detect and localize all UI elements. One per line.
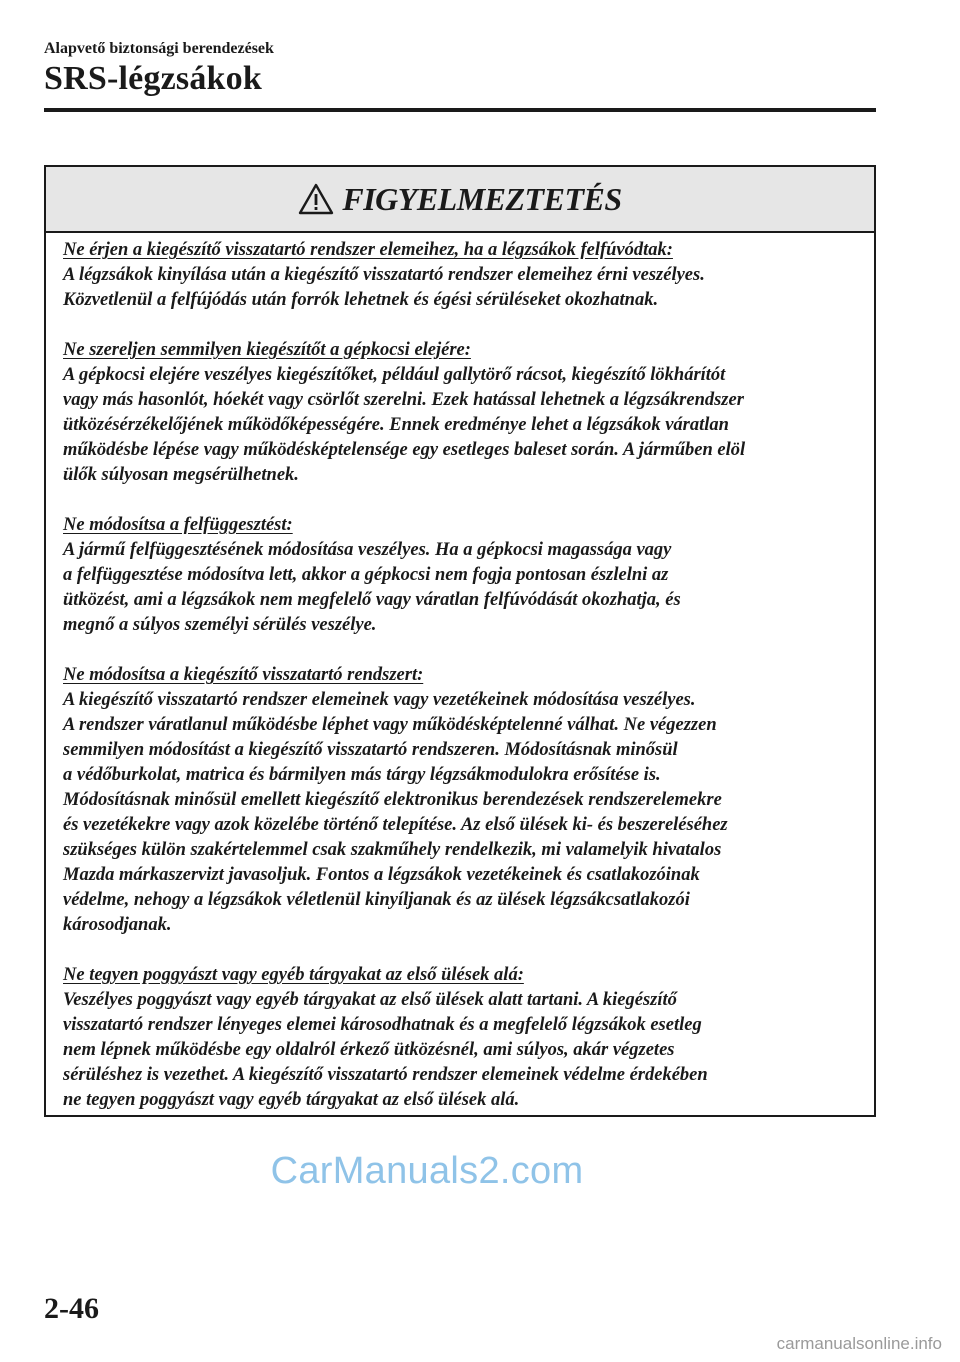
warning-block [63, 238, 856, 313]
warning-block-line: ütközésérzékelőjének működőképességére. Ennek eredménye lehet a légzsákok váratlan [63, 415, 729, 435]
warning-block [63, 663, 856, 938]
warning-block-line: ne tegyen poggyászt vagy egyéb tárgyakat az első ülések alá. [63, 1090, 520, 1110]
page-number: 2-46 [44, 1292, 99, 1325]
warning-block-line: a védőburkolat, matrica és bármilyen más tárgy légzsákmodulokra erősítése is. [63, 765, 661, 785]
warning-block-heading: Ne tegyen poggyászt vagy egyéb tárgyakat az első ülések alá: [63, 965, 524, 985]
warning-header [46, 167, 874, 233]
warning-block-line: A kiegészítő visszatartó rendszer elemeinek vagy vezetékeinek módosítása veszélyes. [63, 690, 696, 710]
warning-body [46, 233, 874, 1113]
warning-box [44, 165, 876, 1117]
header-divider [44, 108, 876, 112]
warning-block-line: semmilyen módosítást a kiegészítő visszatartó rendszeren. Módosításnak minősül [63, 740, 678, 760]
warning-title: FIGYELMEZTETÉS [342, 180, 622, 217]
warning-triangle-icon [298, 183, 334, 215]
warning-block-line: ülők súlyosan megsérülhetnek. [63, 465, 299, 485]
warning-block-line: A gépkocsi elejére veszélyes kiegészítőket, például gallytörő rácsot, kiegészítő lökhárítót [63, 365, 726, 385]
warning-block [63, 963, 856, 1113]
warning-block-line: a felfüggesztése módosítva lett, akkor a gépkocsi nem fogja pontosan észlelni az [63, 565, 669, 585]
warning-block-line: működésbe lépése vagy működésképtelensége egy esetleges baleset során. A járműben elöl [63, 440, 746, 460]
warning-block-line: és vezetékekre vagy azok közelébe történő telepítése. Az első ülések ki- és beszereléséhez [63, 815, 728, 835]
warning-block-line: Mazda márkaszervizt javasoljuk. Fontos a légzsákok vezetékeinek és csatlakozóinak [63, 865, 700, 885]
warning-block-line: A jármű felfüggesztésének módosítása veszélyes. Ha a gépkocsi magassága vagy [63, 540, 672, 560]
warning-block-line: Veszélyes poggyászt vagy egyéb tárgyakat az első ülések alatt tartani. A kiegészítő [63, 990, 677, 1010]
footer-watermark: carmanualsonline.info [776, 1334, 942, 1353]
warning-block-line: károsodjanak. [63, 915, 172, 935]
warning-block-line: védelme, nehogy a légzsákok véletlenül kinyíljanak és az ülések légzsákcsatlakozói [63, 890, 690, 910]
warning-block-line: A légzsákok kinyílása után a kiegészítő visszatartó rendszer elemeihez érni veszélyes. [63, 265, 705, 285]
warning-block [63, 513, 856, 638]
watermark-text: CarManuals2.com [270, 1150, 584, 1192]
page-title: SRS-légzsákok [44, 60, 262, 97]
warning-block-line: vagy más hasonlót, hóekét vagy csörlőt szerelni. Ezek hatással lehetnek a légzsákrendszer [63, 390, 744, 410]
warning-block-heading: Ne módosítsa a kiegészítő visszatartó rendszert: [63, 665, 424, 685]
warning-block-heading: Ne szereljen semmilyen kiegészítőt a gépkocsi elejére: [63, 340, 471, 360]
warning-block-line: nem lépnek működésbe egy oldalról érkező ütközésnél, ami súlyos, akár végzetes [63, 1040, 675, 1060]
warning-block-line: visszatartó rendszer lényeges elemei károsodhatnak és a megfelelő légzsákok esetleg [63, 1015, 702, 1035]
warning-block-line: Közvetlenül a felfújódás után forrók lehetnek és égési sérüléseket okozhatnak. [63, 290, 659, 310]
warning-block-line: Módosításnak minősül emellett kiegészítő elektronikus berendezések rendszerelemekre [63, 790, 722, 810]
warning-block-line: megnő a súlyos személyi sérülés veszélye. [63, 615, 377, 635]
warning-block-heading: Ne módosítsa a felfüggesztést: [63, 515, 293, 535]
warning-block-line: sérüléshez is vezethet. A kiegészítő visszatartó rendszer elemeinek védelme érdekében [63, 1065, 708, 1085]
warning-block-line: szükséges külön szakértelemmel csak szakműhely rendelkezik, mi valamelyik hivatalos [63, 840, 722, 860]
warning-block-heading: Ne érjen a kiegészítő visszatartó rendszer elemeihez, ha a légzsákok felfúvódtak: [63, 240, 673, 260]
warning-block-line: ütközést, ami a légzsákok nem megfelelő vagy váratlan felfúvódását okozhatja, és [63, 590, 681, 610]
warning-block-line: A rendszer váratlanul működésbe léphet vagy működésképtelenné válhat. Ne végezzen [63, 715, 717, 735]
warning-block [63, 338, 856, 488]
section-label: Alapvető biztonsági berendezések [44, 40, 274, 57]
